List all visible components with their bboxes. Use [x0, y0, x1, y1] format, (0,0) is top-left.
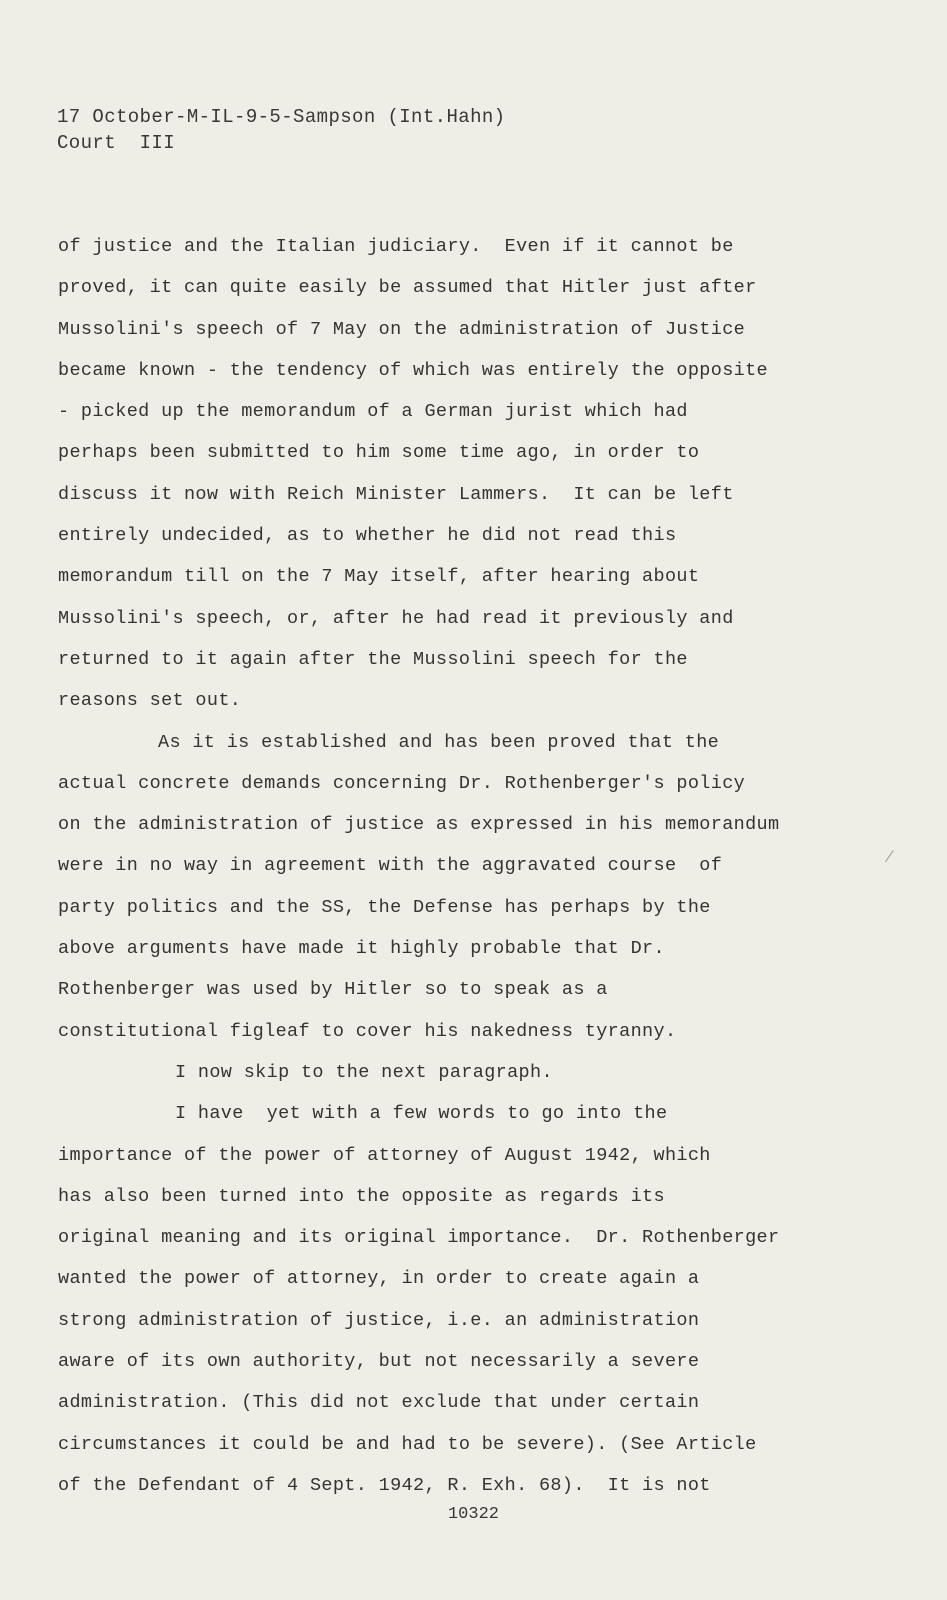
body-line: above arguments have made it highly probable that Dr. [58, 938, 665, 960]
header-court-line: Court III [57, 132, 176, 154]
body-line: I have yet with a few words to go into the [175, 1103, 668, 1125]
body-line: discuss it now with Reich Minister Lammers. It can be left [58, 483, 734, 505]
body-line: actual concrete demands concerning Dr. Rothenberger's policy [58, 772, 746, 794]
transcript-body [58, 226, 878, 1506]
body-line: strong administration of justice, i.e. an administration [58, 1309, 700, 1331]
body-line: of the Defendant of 4 Sept. 1942, R. Exh. 68). It is not [58, 1474, 711, 1496]
body-line: importance of the power of attorney of August 1942, which [58, 1144, 711, 1166]
body-line: has also been turned into the opposite as regards its [58, 1185, 665, 1207]
body-line: Mussolini's speech of 7 May on the administration of Justice [58, 318, 746, 340]
body-line: perhaps been submitted to him some time ago, in order to [58, 442, 700, 464]
body-line: - picked up the memorandum of a German jurist which had [58, 401, 688, 423]
body-line: reasons set out. [58, 690, 242, 712]
body-line: entirely undecided, as to whether he did not read this [58, 525, 677, 547]
body-line: constitutional figleaf to cover his nakedness tyranny. [58, 1020, 677, 1042]
body-line: aware of its own authority, but not necessarily a severe [58, 1351, 700, 1373]
body-line: circumstances it could be and had to be severe). (See Article [58, 1433, 757, 1455]
body-line: As it is established and has been proved that the [158, 731, 720, 753]
body-line: administration. (This did not exclude that under certain [58, 1392, 700, 1414]
body-line: were in no way in agreement with the aggravated course of [58, 855, 723, 877]
body-line: Rothenberger was used by Hitler so to speak as a [58, 979, 608, 1001]
body-line: returned to it again after the Mussolini speech for the [58, 648, 688, 670]
body-line: proved, it can quite easily be assumed that Hitler just after [58, 277, 757, 299]
body-line: of justice and the Italian judiciary. Even if it cannot be [58, 236, 734, 257]
body-line: memorandum till on the 7 May itself, after hearing about [58, 566, 700, 588]
body-line: on the administration of justice as expressed in his memorandum [58, 814, 780, 836]
body-line: Mussolini's speech, or, after he had read it previously and [58, 607, 734, 629]
header-session-line: 17 October-M-IL-9-5-Sampson (Int.Hahn) [57, 106, 506, 128]
page-number: 10322 [447, 1505, 499, 1524]
body-line: became known - the tendency of which was entirely the opposite [58, 359, 769, 381]
document-header [57, 104, 505, 156]
body-line: I now skip to the next paragraph. [175, 1061, 553, 1083]
body-line: party politics and the SS, the Defense has perhaps by the [58, 896, 711, 918]
body-line: wanted the power of attorney, in order to create again a [58, 1268, 700, 1290]
body-line: original meaning and its original importance. Dr. Rothenberger [58, 1227, 780, 1249]
margin-pencil-mark [885, 850, 902, 868]
